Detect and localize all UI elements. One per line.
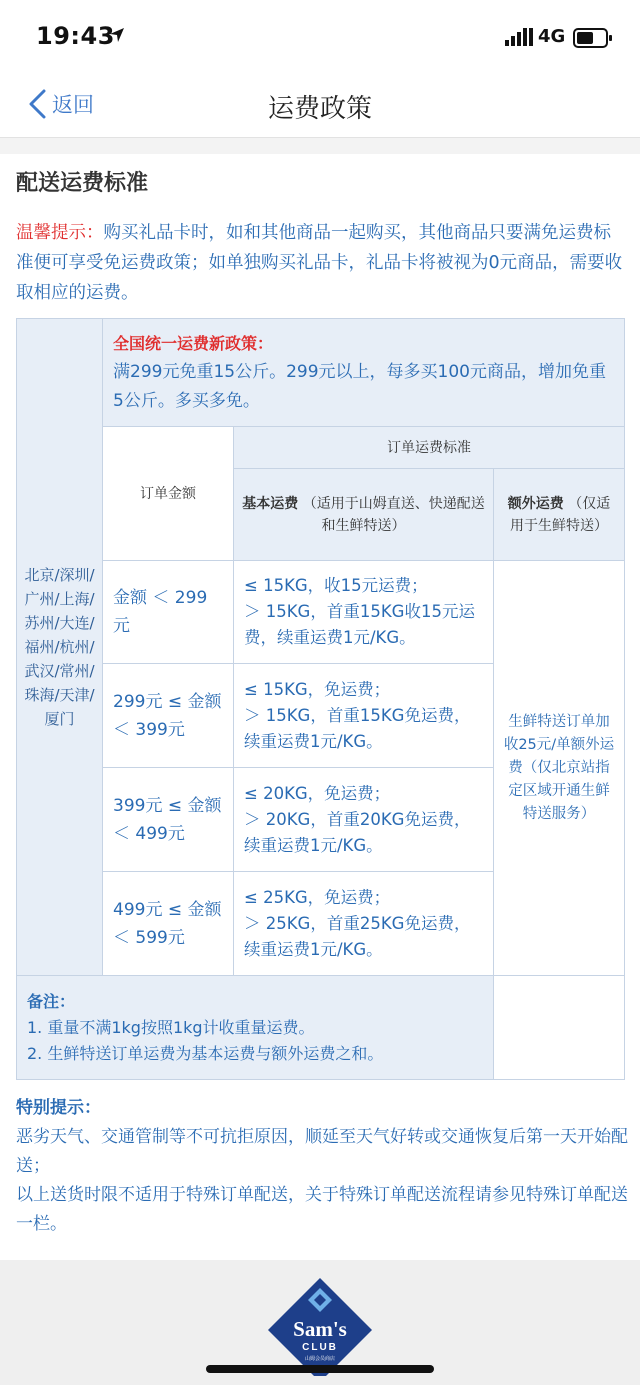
table-row: [17, 561, 625, 664]
fee-line: ≤ 15KG，收15元运费；: [244, 576, 428, 595]
fee-line: ≤ 15KG，免运费；: [244, 679, 391, 699]
divider: [0, 138, 640, 154]
header-basic-note: （适用于山姆直送、快递配送和生鲜特送）: [302, 495, 485, 534]
note-item: 2. 生鲜特送订单运费为基本运费与额外运费之和。: [27, 1043, 384, 1063]
notice-text: [16, 218, 628, 308]
location-arrow-icon: [108, 26, 126, 44]
header-extra-label: 额外运费: [507, 495, 564, 512]
page-title: 运费政策: [267, 94, 372, 124]
fee-cell: [234, 561, 494, 664]
notice-body: 购买礼品卡时，如和其他商品一起购买，其他商品只要满免运费标准便可享受免运费政策；如单独购买礼品卡，礼品卡将被视为0元商品，需要收取相应的运费。: [16, 223, 623, 303]
special-line: 以上送货时限不适用于特殊订单配送，关于特殊订单配送流程请参见特殊订单配送一栏。: [16, 1185, 628, 1234]
battery-icon: [573, 28, 613, 48]
fee-line: ＞ 15KG，首重15KG免运费，续重运费1元/KG。: [244, 705, 471, 751]
empty-cell: [494, 976, 625, 1080]
policy-text: 满299元免重15公斤。299元以上，每多买100元商品，增加免重5公斤。多买多免。: [113, 362, 606, 411]
fee-line: ≤ 25KG，免运费；: [244, 887, 391, 907]
header-order-fee: 订单运费标准: [234, 427, 625, 469]
header-basic-label: 基本运费: [242, 495, 299, 512]
shipping-fee-table: [16, 318, 625, 1080]
city-list: 北京/深圳/广州/上海/苏州/大连/福州/杭州/武汉/常州/珠海/天津/厦门: [17, 319, 103, 976]
svg-text:山姆会员商店: 山姆会员商店: [304, 1356, 336, 1362]
special-heading: 特别提示：: [16, 1098, 101, 1118]
header-extra-fee: [494, 469, 625, 561]
network-type: 4G: [538, 26, 566, 47]
special-line: 恶劣天气、交通管制等不可抗拒原因，顺延至天气好转或交通恢复后第一天开始配送；: [16, 1127, 628, 1176]
status-bar: [0, 0, 640, 76]
header-order-amount: 订单金额: [103, 427, 234, 561]
section-title: 配送运费标准: [16, 171, 149, 196]
sams-club-logo: [266, 1276, 374, 1376]
note-item: 1. 重量不满1kg按照1kg计收重量运费。: [27, 1017, 315, 1037]
policy-cell: [103, 319, 625, 427]
fee-line: ＞ 20KG，首重20KG免运费，续重运费1元/KG。: [244, 809, 471, 855]
nav-bar: [0, 76, 640, 138]
amount-cell: 399元 ≤ 金额 ＜ 499元: [103, 768, 234, 872]
special-notice: [16, 1094, 628, 1239]
notes-cell: [17, 976, 494, 1080]
notice-label: 温馨提示：: [16, 223, 104, 243]
amount-cell: 299元 ≤ 金额 ＜ 399元: [103, 664, 234, 768]
svg-text:Sam's: Sam's: [293, 1317, 347, 1341]
extra-fee-cell: 生鲜特送订单加收25元/单额外运费（仅北京站指定区域开通生鲜特送服务）: [494, 561, 625, 976]
fee-line: ＞ 25KG，首重25KG免运费，续重运费1元/KG。: [244, 913, 471, 959]
policy-heading: 全国统一运费新政策：: [113, 334, 274, 353]
svg-text:CLUB: CLUB: [302, 1342, 338, 1353]
amount-cell: 499元 ≤ 金额 ＜ 599元: [103, 872, 234, 976]
fee-cell: [234, 872, 494, 976]
signal-icon: [505, 28, 533, 46]
fee-cell: [234, 768, 494, 872]
fee-line: ＞ 15KG，首重15KG收15元运费，续重运费1元/KG。: [244, 602, 475, 647]
status-time: 19:43: [36, 22, 115, 50]
back-label: 返回: [52, 93, 94, 117]
home-indicator[interactable]: [206, 1365, 434, 1373]
amount-cell: 金额 ＜ 299元: [103, 561, 234, 664]
fee-line: ≤ 20KG，免运费；: [244, 783, 391, 803]
header-extra-note: （仅适用于生鲜特送）: [510, 495, 611, 534]
notes-heading: 备注：: [27, 991, 76, 1011]
fee-cell: [234, 664, 494, 768]
header-basic-fee: [234, 469, 494, 561]
